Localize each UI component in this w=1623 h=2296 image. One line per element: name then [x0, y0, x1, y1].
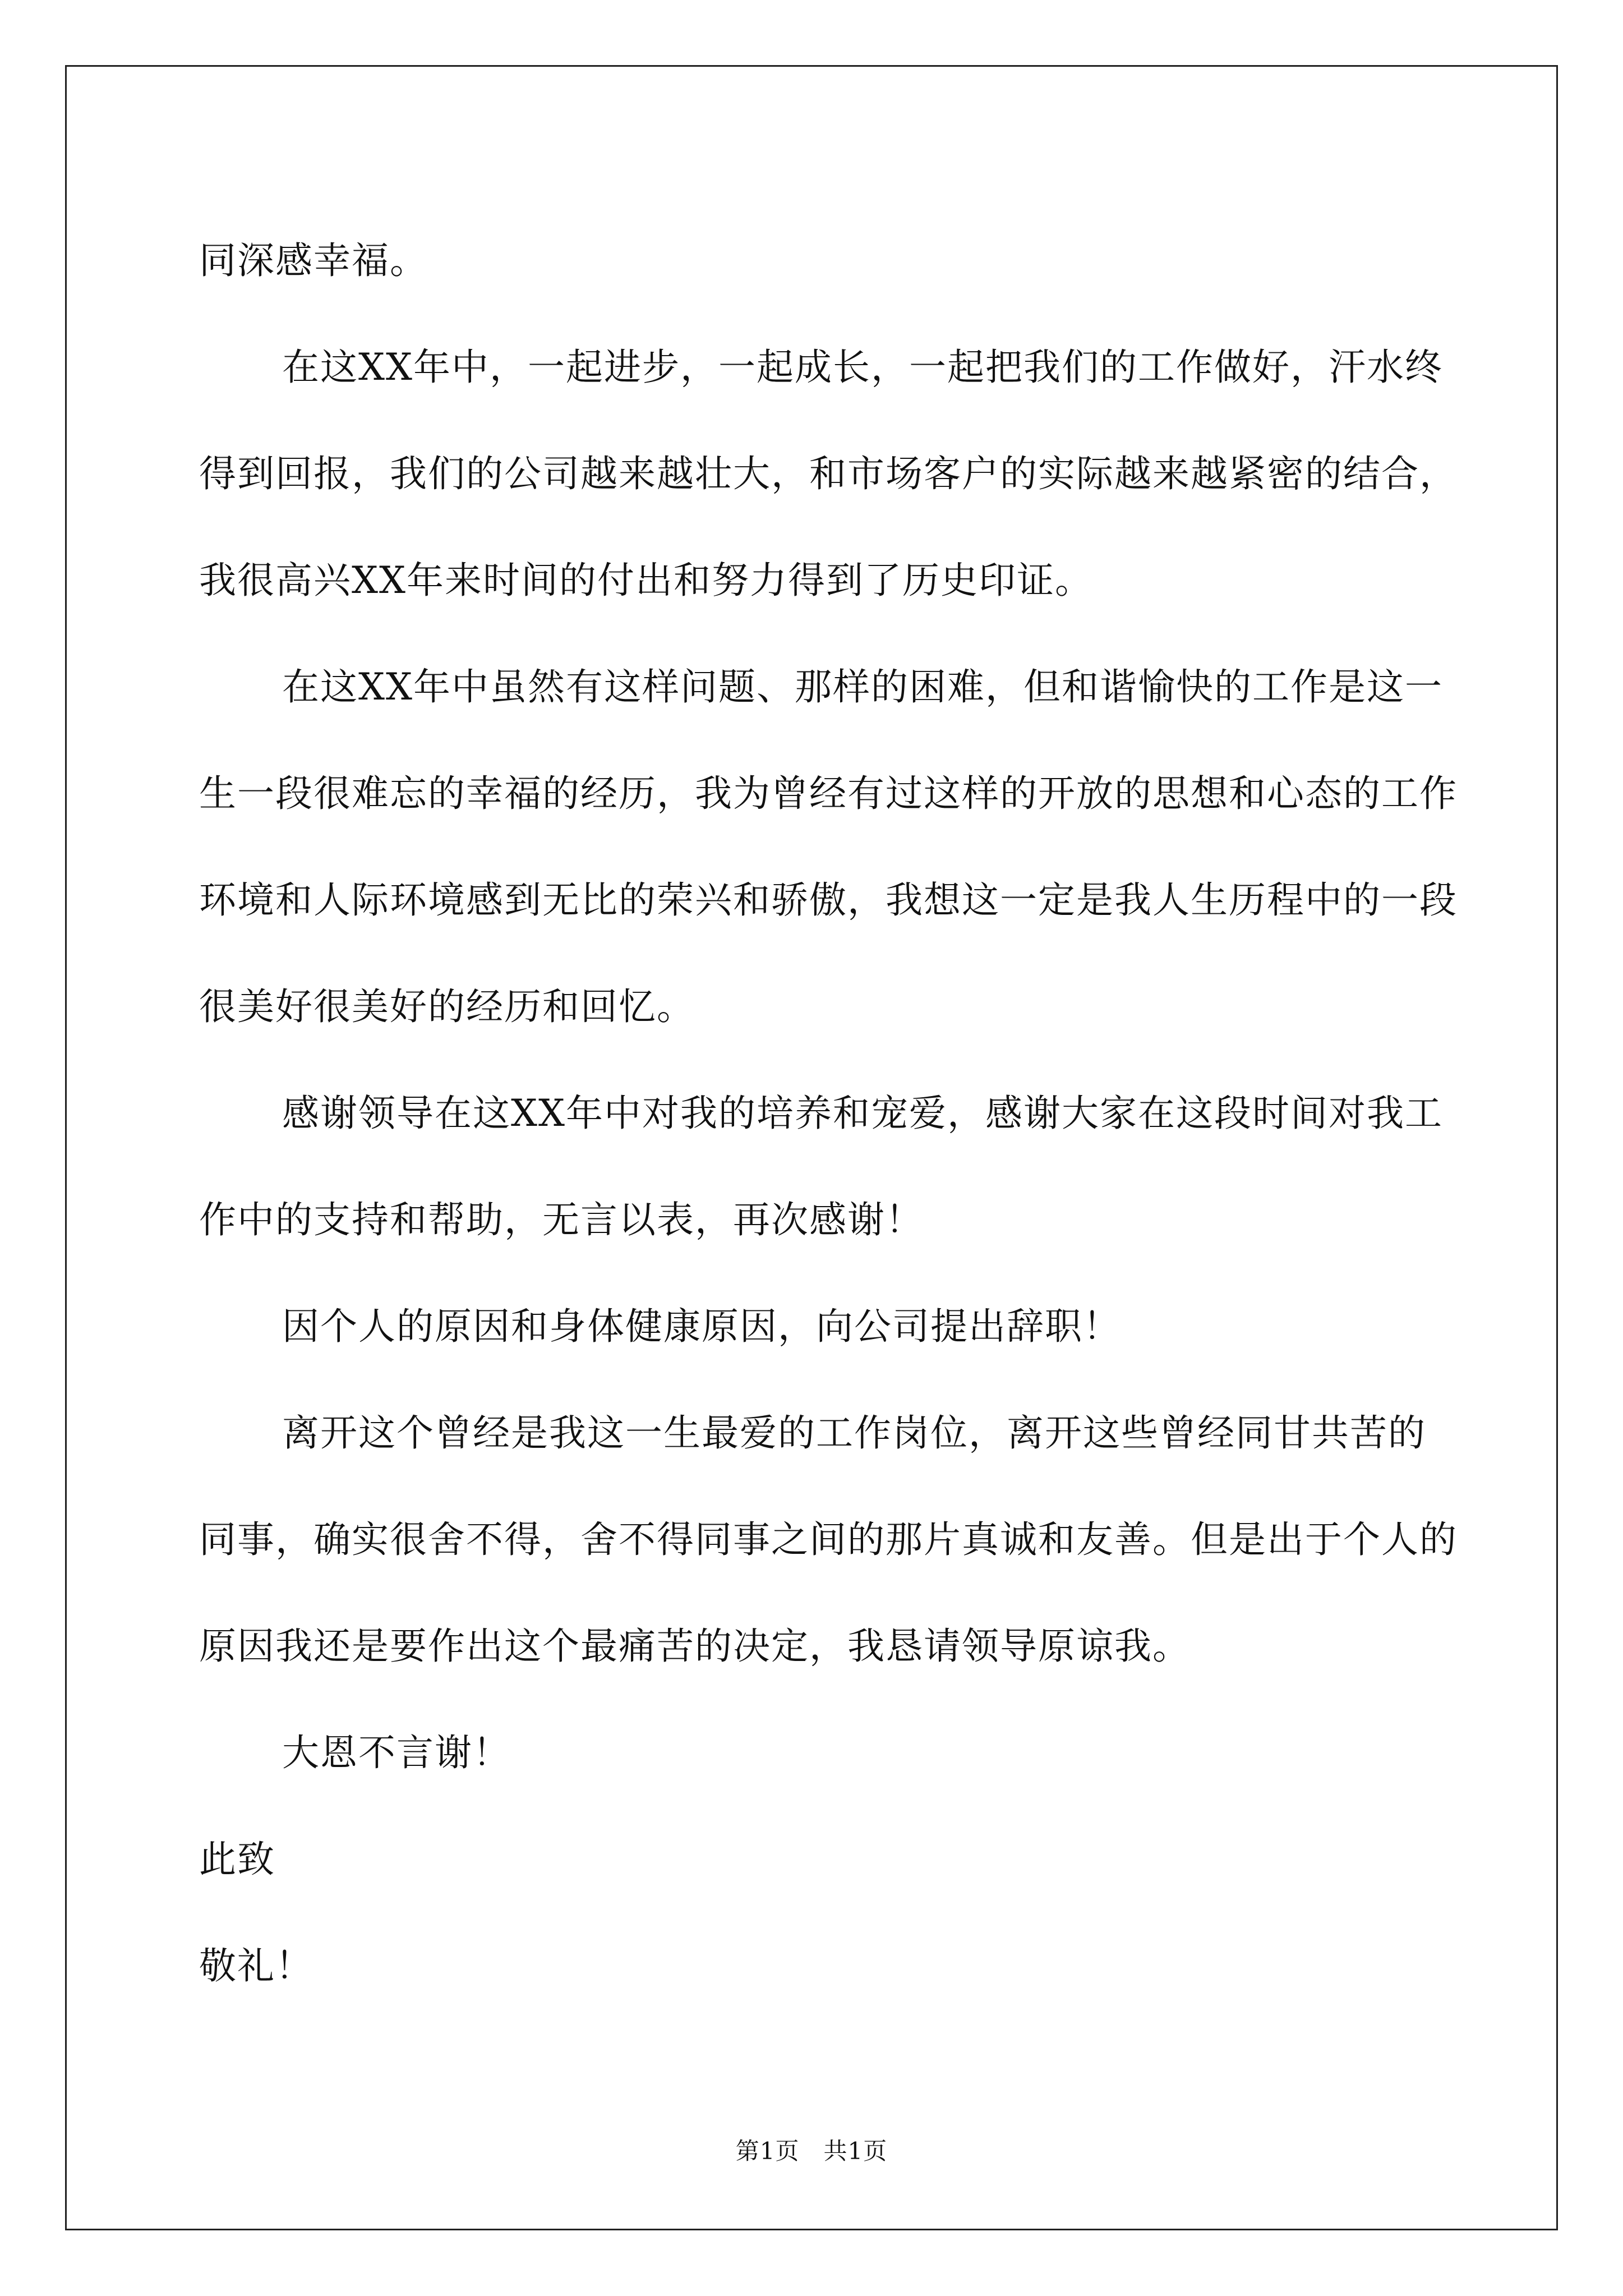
page-number-footer: 第1页 共1页	[735, 2137, 888, 2165]
paragraph-5: 因个人的原因和身体健康原因，向公司提出辞职！	[282, 1305, 1121, 1348]
paragraph-4: 感谢领导在这XX年中对我的培养和宠爱，感谢大家在这段时间对我工作中的支持和帮助，无言以表，再次感谢！	[199, 1092, 1443, 1241]
paragraph-2: 在这XX年中，一起进步，一起成长，一起把我们的工作做好，汗水终得到回报，我们的公司越来越壮大，和市场客户的实际越来越紧密的结合，我很高兴XX年来时间的付出和努力得到了历史印证。	[199, 346, 1458, 602]
closing-regards: 敬礼！	[199, 1944, 313, 1987]
paragraph-3: 在这XX年中虽然有这样问题、那样的困难，但和谐愉快的工作是这一生一段很难忘的幸福的经历，我为曾经有过这样的开放的思想和心态的工作环境和人际环境感到无比的荣兴和骄傲，我想这一定是我人生历程中的一段很美好很美好的经历和回忆。	[199, 665, 1458, 1028]
closing-salutation: 此致	[199, 1838, 275, 1881]
paragraph-6: 离开这个曾经是我这一生最爱的工作岗位，离开这些曾经同甘共苦的同事，确实很舍不得，舍不得同事之间的那片真诚和友善。但是出于个人的原因我还是要作出这个最痛苦的决定，我恳请领导原谅我。	[199, 1411, 1458, 1668]
paragraph-1: 同深感幸福。	[199, 239, 428, 282]
letter-body	[199, 208, 1461, 2019]
paragraph-7: 大恩不言谢！	[282, 1731, 511, 1774]
